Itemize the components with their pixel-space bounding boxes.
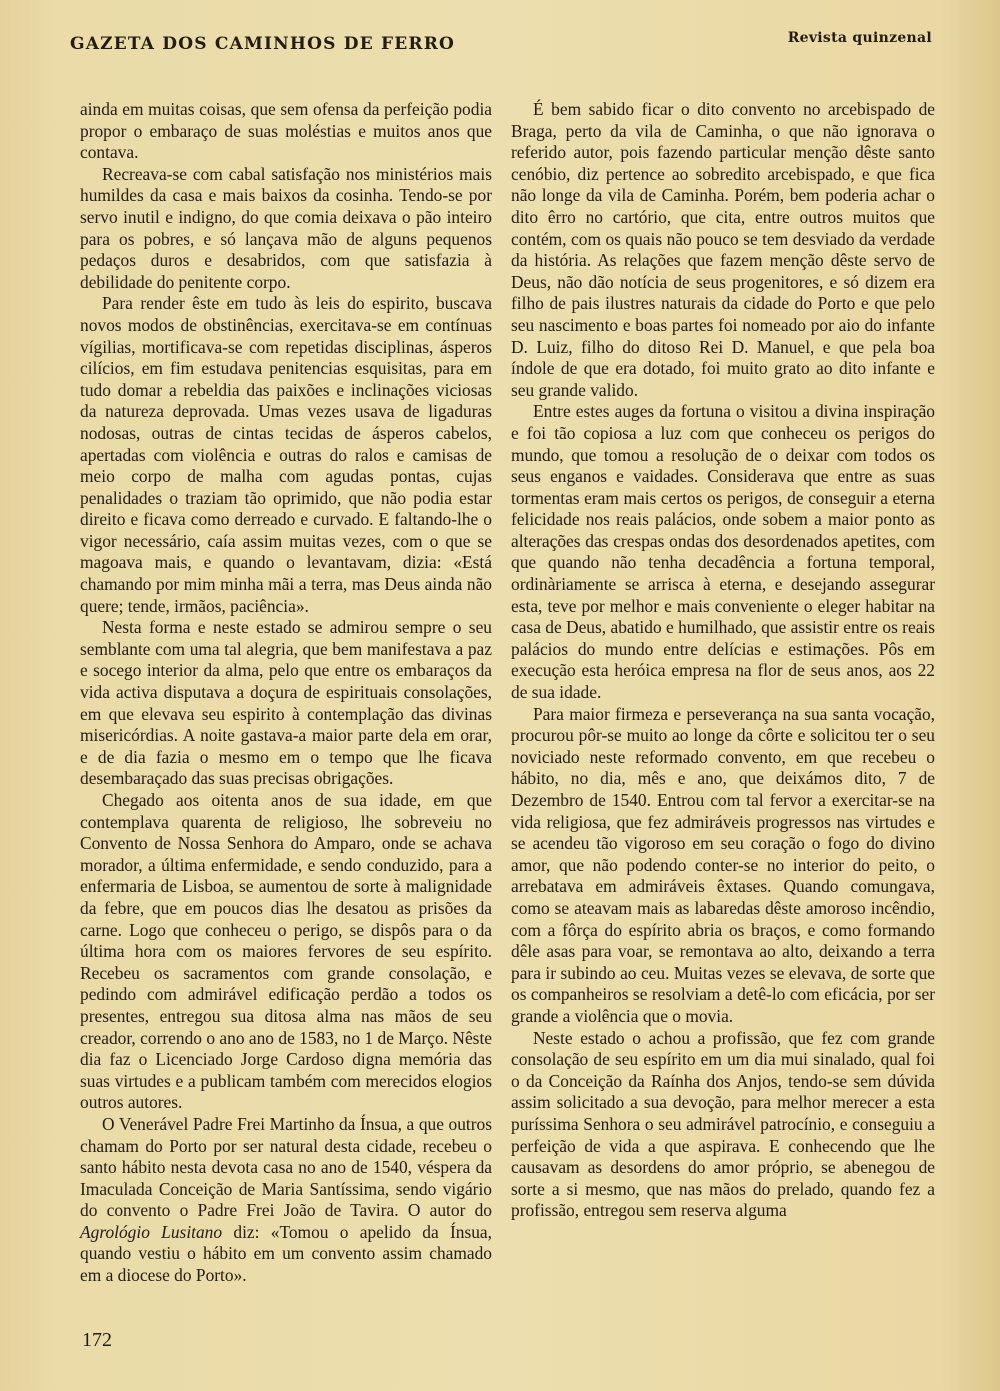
paragraph: ainda em muitas coisas, que sem ofensa da perfeição podia propor o embaraço de suas moléstias e muitos anos que contava. (80, 99, 492, 163)
paragraph (80, 1114, 492, 1287)
paragraph: Para maior firmeza e perseverança na sua santa vocação, procurou pôr-se muito ao longe da côrte e solicitou ter o seu noviciado neste reformado convento, em que recebeu o hábito, no dia, mês e ano, que deixámos dito, 7 de Dezembro de 1540. Entrou com tal fervor a exercitar-se na vida religiosa, que fez admiráveis progressos nas virtudes e se acendeu tão vigoroso em seu coração o fogo do divino amor, que não podendo conter-se no interior do peito, o arrebatava em admiráveis êxtases. Quando comungava, como se ateavam mais as labaredas dêste amoroso incêndio, com a fôrça do espírito abria os braços, e como formando dêle asas para voar, se remontava ao alto, deixando a terra para ir subindo ao ceu. Muitas vezes se elevava, de sorte que os companheiros se resolviam a detê-lo com eficácia, por ser grande a violência que o movia. (511, 703, 935, 1026)
edition-label: Revista quinzenal (787, 30, 932, 46)
paragraph-text: diz: «Tomou o apelido da Ínsua, quando vestiu o hábito em um convento assim chamado em a diocese do Porto». (80, 1221, 492, 1286)
paragraph: Neste estado o achou a profissão, que fez com grande consolação de seu espírito em um dia mui sinalado, qual foi o da Conceição da Raínha dos Anjos, tendo-se sem dúvida assim solicitado a sua devoção, para melhor merecer a esta puríssima Senhora o seu admirável patrocínio, e conseguiu a perfeição de vida a que aspirava. E conhecendo que lhe causavam as desordens do amor próprio, se abenegou de sorte a si mesmo, que nas mãos do prelado, quando fez a profissão, entregou sem reserva alguma (511, 1027, 935, 1221)
paragraph: Entre estes auges da fortuna o visitou a divina inspiração e foi tão copiosa a luz com que conheceu os perigos do mundo, que tomou a resolução de o deixar com todos os seus enganos e vaidades. Considerava que entre as suas tormentas eram mais certos os perigos, de conseguir a eterna felicidade nos reais palácios, onde sobem a maior ponto as alterações das crespas ondas dos desordenados apetites, com que quando não tenha decadência a fortuna temporal, ordinàriamente se arrisca à eterna, e desejando assegurar esta, teve por melhor e mais conveniente o eleger habitar na casa de Deus, abatido e humilhado, que assistir entre os reais palácios do mundo entre delícias e estimações. Pôs em execução esta heróica empresa na flor de seus anos, aos 22 de sua idade. (511, 401, 936, 703)
book-title: Agrológio Lusitano (80, 1221, 223, 1242)
page-number: 172 (82, 1329, 112, 1351)
paragraph-text: O Venerável Padre Frei Martinho da Ínsua, a que outros chamam do Porto por ser natural desta cidade, recebeu o santo hábito nesta devota casa no ano de 1540, véspera da Imaculada Conceição de Maria Santíssima, sendo vigário do convento o Padre Frei João de Tavira. O autor do (80, 1113, 492, 1221)
right-column (511, 99, 935, 1222)
left-column (80, 99, 492, 1287)
journal-title: GAZETA DOS CAMINHOS DE FERRO (70, 34, 456, 54)
paragraph: Nesta forma e neste estado se admirou sempre o seu semblante com uma tal alegria, que bem manifestava a paz e socego interior da alma, pelo que entre os embaraços da vida activa disputava a doçura de espirituais consolações, em que elevava seu espirito à contemplação das divinas misericórdias. A noite gastava-a maior parte dela em orar, e de dia fazia o mesmo em o tempo que lhe ficava desembaraçado das suas precisas obrigações. (80, 617, 492, 789)
paragraph: Para render êste em tudo às leis do espirito, buscava novos modos de obstinências, exercitava-se em contínuas vígilias, mortificava-se com repetidas disciplinas, ásperos cilícios, em fim estudava penitencias esquisitas, para em tudo domar a rebeldia das paixões e inclinações viciosas da natureza deprovada. Umas vezes usava de ligaduras nodosas, outras de cintas tecidas de ásperos cabelos, apertadas com violência e outras do ralos e camisas de meio corpo de malha com agudas pontas, cujas penalidades o traziam tão oprimido, que não podia estar direito e ficava como derreado e curvado. E faltando-lhe o vigor necessário, caía assim muitas vezes, com o que se magoava mais, e quando o levantavam, dizia: «Está chamando por mim minha mãi a terra, mas Deus ainda não quere; tende, irmãos, paciência». (80, 293, 492, 616)
paragraph: Recreava-se com cabal satisfação nos ministérios mais humildes da casa e mais baixos da cosinha. Tendo-se por servo inutil e indigno, do que comia deixava o pão inteiro para os pobres, e só lançava mão de alguns pequenos pedaços duros e desabridos, com que satisfazia à debilidade do penitente corpo. (80, 163, 492, 292)
page-header (70, 30, 932, 60)
paragraph: Chegado aos oitenta anos de sua idade, em que contemplava quarenta de religioso, lhe sobreveiu no Convento de Nossa Senhora do Amparo, onde se achava morador, a última enfermidade, e sendo conduzido, para a enfermaria de Lisboa, se aumentou de sorte à malignidade da febre, que em poucos dias lhe desatou as prisões da carne. Logo que conheceu o perigo, se dispôs para o da última hora com os maiores fervores de seu espírito. Recebeu os sacramentos com grande consolação, e pedindo com admirável edificação perdão a todos os presentes, entregou sua ditosa alma nas mãos de seu creador, correndo o ano ano de 1583, no 1 de Março. Nêste dia faz o Licenciado Jorge Cardoso digna memória das suas virtudes e a publicam também com merecidos elogios outros autores. (80, 790, 492, 1113)
paragraph: É bem sabido ficar o dito convento no arcebispado de Braga, perto da vila de Caminha, o que não ignorava o referido autor, pois fazendo particular menção dêste santo cenóbio, diz pertence ao sobredito arcebispado, e que fica não longe da vila de Caminha. Porém, bem poderia achar o dito êrro no cartório, que cita, entre outros muitos que contém, com os quais não pouco se tem desviado da verdade da história. As relações que fazem menção dêste servo de Deus, não dão notícia de seus progenitores, e só dizem era filho de pais ilustres naturais da cidade do Porto e que pelo seu nascimento e boas partes foi nomeado por aio do infante D. Luiz, filho do ditoso Rei D. Manuel, e que pela boa índole de que era dotado, foi muito grato ao dito infante e seu grande valido. (511, 99, 935, 400)
